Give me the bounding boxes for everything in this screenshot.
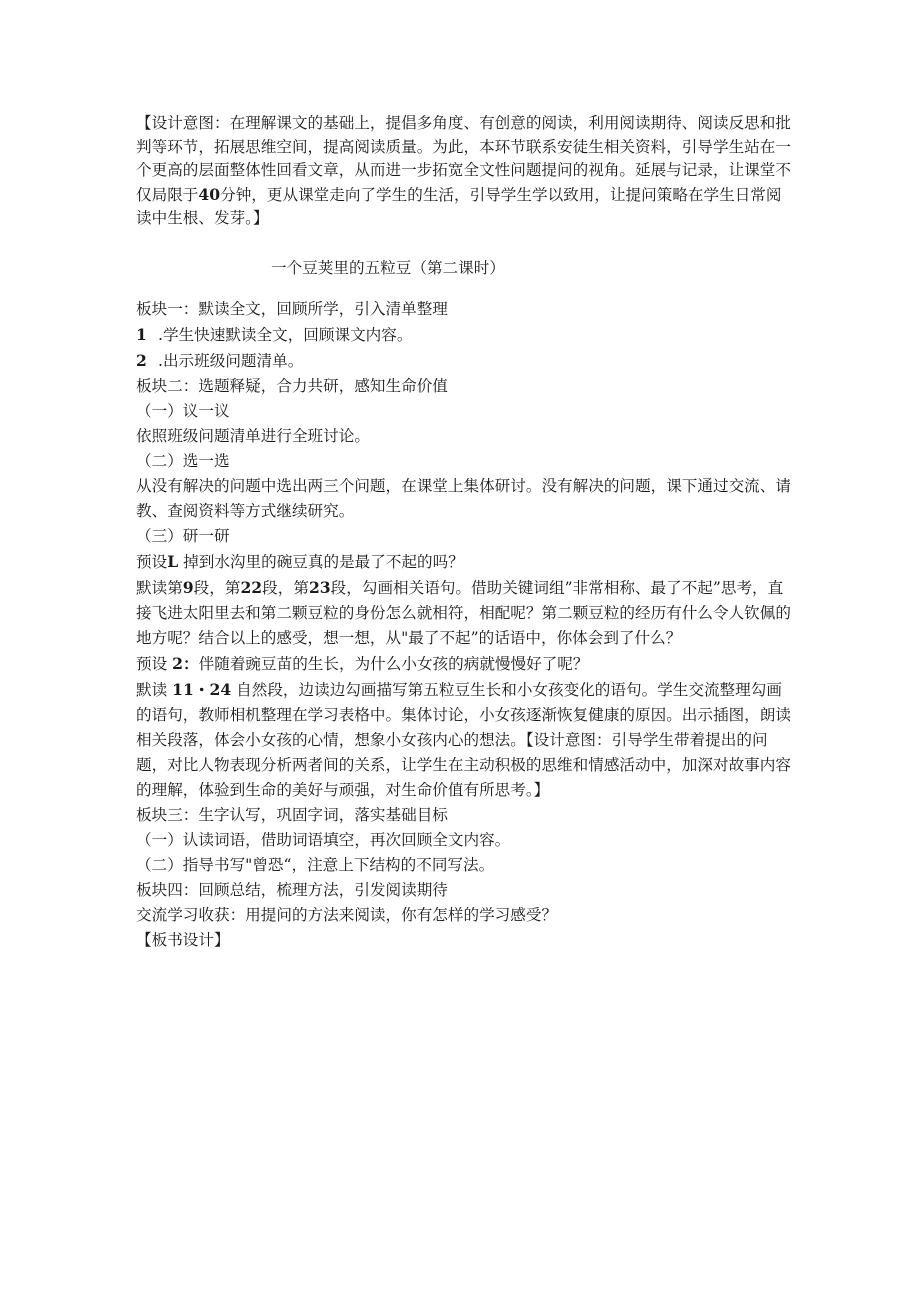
preset-question: 掉到水沟里的碗豆真的是最了不起的吗？ xyxy=(183,552,464,571)
read-instruction-2: 默读 11・24 自然段，边读边勾画描写第五粒豆生长和小女孩变化的语句。学生交流整理勾画的语句，教师相机整理在学习表格中。集体讨论，小女孩逐渐恢复健康的原因。出示插图，朗读相关段落，体会小女孩的心情，想象小女孩内心的想法。【设计意图：引导学生带着提出的问题，对比人物表现分析两者间的关系，让学生在主动积极的思维和情感活动中，加深对故事内容的理解，体验到生命的美好与顽强，对生命价值有所思考。】 xyxy=(136,679,791,799)
preset-number: L xyxy=(167,551,179,571)
block4-heading: 板块四：回顾总结，梳理方法，引发阅读期待 xyxy=(136,880,448,899)
block1-item-2 xyxy=(136,348,796,374)
read-instruction-1: 默读第9段，第22段，第23段，勾画相关语句。借助关键词组”非常相称、最了不起”思考，直接飞进太阳里去和第二颗豆粒的身份怎么就相符，相配呢？第二颗豆粒的经历有什么令人钦佩的地方呢？结合以上的感受，想一想，从"最了不起”的话语中，你体会到了什么？ xyxy=(136,577,791,647)
block1-item-1 xyxy=(136,322,796,348)
block4-text: 交流学习收获：用提问的方法来阅读，你有怎样的学习感受？ xyxy=(136,905,558,924)
item-number: 2 xyxy=(136,350,147,370)
block2-sub1-text: 依照班级问题清单进行全班讨论。 xyxy=(136,426,370,445)
design-intent-text-end: 分钟，更从课堂走向了学生的生活，引导学生学以致用，让提问策略在学生日常阅读中生根、发芽。】 xyxy=(136,185,782,228)
block2-heading: 板块二：选题释疑，合力共研，感知生命价值 xyxy=(136,376,448,395)
lesson-title: 一个豆荚里的五粒豆（第二课时） xyxy=(271,258,505,277)
design-intent-text: 【设计意图：在理解课文的基础上，提倡多角度、有创意的阅读，利用阅读期待、阅读反思和批判等环节，拓展思维空间，提高阅读质量。为此，本环节联系安徒生相关资料，引导学生站在一个更高的层面整体性回看文章，从而进一步拓宽全文性问题提问的视角。延展与记录，让课堂不仅局限于 xyxy=(136,114,791,204)
item-text: .学生快速默读全文，回顾课文内容。 xyxy=(158,325,413,344)
board-design-label: 【板书设计】 xyxy=(136,930,230,949)
preset-label: 预设 xyxy=(136,654,168,673)
block1-heading: 板块一：默读全文，回顾所学，引入清单整理 xyxy=(136,299,448,318)
block3-heading: 板块三：生字认写，巩固字词，落实基础目标 xyxy=(136,805,448,824)
document-page xyxy=(136,112,796,953)
preset-question: 伴随着豌豆苗的生长，为什么小女孩的病就慢慢好了呢？ xyxy=(198,654,589,673)
paragraph-number: 22 xyxy=(240,577,263,597)
preset-number: 2： xyxy=(172,653,199,673)
paragraph-range: 11・24 xyxy=(172,679,232,699)
paragraph-number: 9 xyxy=(182,577,194,597)
item-text: .出示班级问题清单。 xyxy=(158,351,304,370)
preset-1 xyxy=(136,549,796,575)
block2-sub2: （二）选一选 xyxy=(136,451,230,470)
block2-sub2-text: 从没有解决的问题中选出两三个问题，在课堂上集体研讨。没有解决的问题，课下通过交流、请教、查阅资料等方式继续研究。 xyxy=(136,476,791,520)
block2-sub3: （三）研一研 xyxy=(136,526,230,545)
minutes-number: 40 xyxy=(198,184,221,204)
item-number: 1 xyxy=(136,324,147,344)
paragraph-number: 23 xyxy=(308,577,331,597)
block3-sub2: （二）指导书写"曾恐“，注意上下结构的不同写法。 xyxy=(136,855,495,874)
design-intent-paragraph xyxy=(136,112,796,231)
block3-sub1: （一）认读词语，借助词语填空，再次回顾全文内容。 xyxy=(136,830,511,849)
preset-2 xyxy=(136,651,796,677)
block2-sub1: （一）议一议 xyxy=(136,401,230,420)
preset-label: 预设 xyxy=(136,552,168,571)
